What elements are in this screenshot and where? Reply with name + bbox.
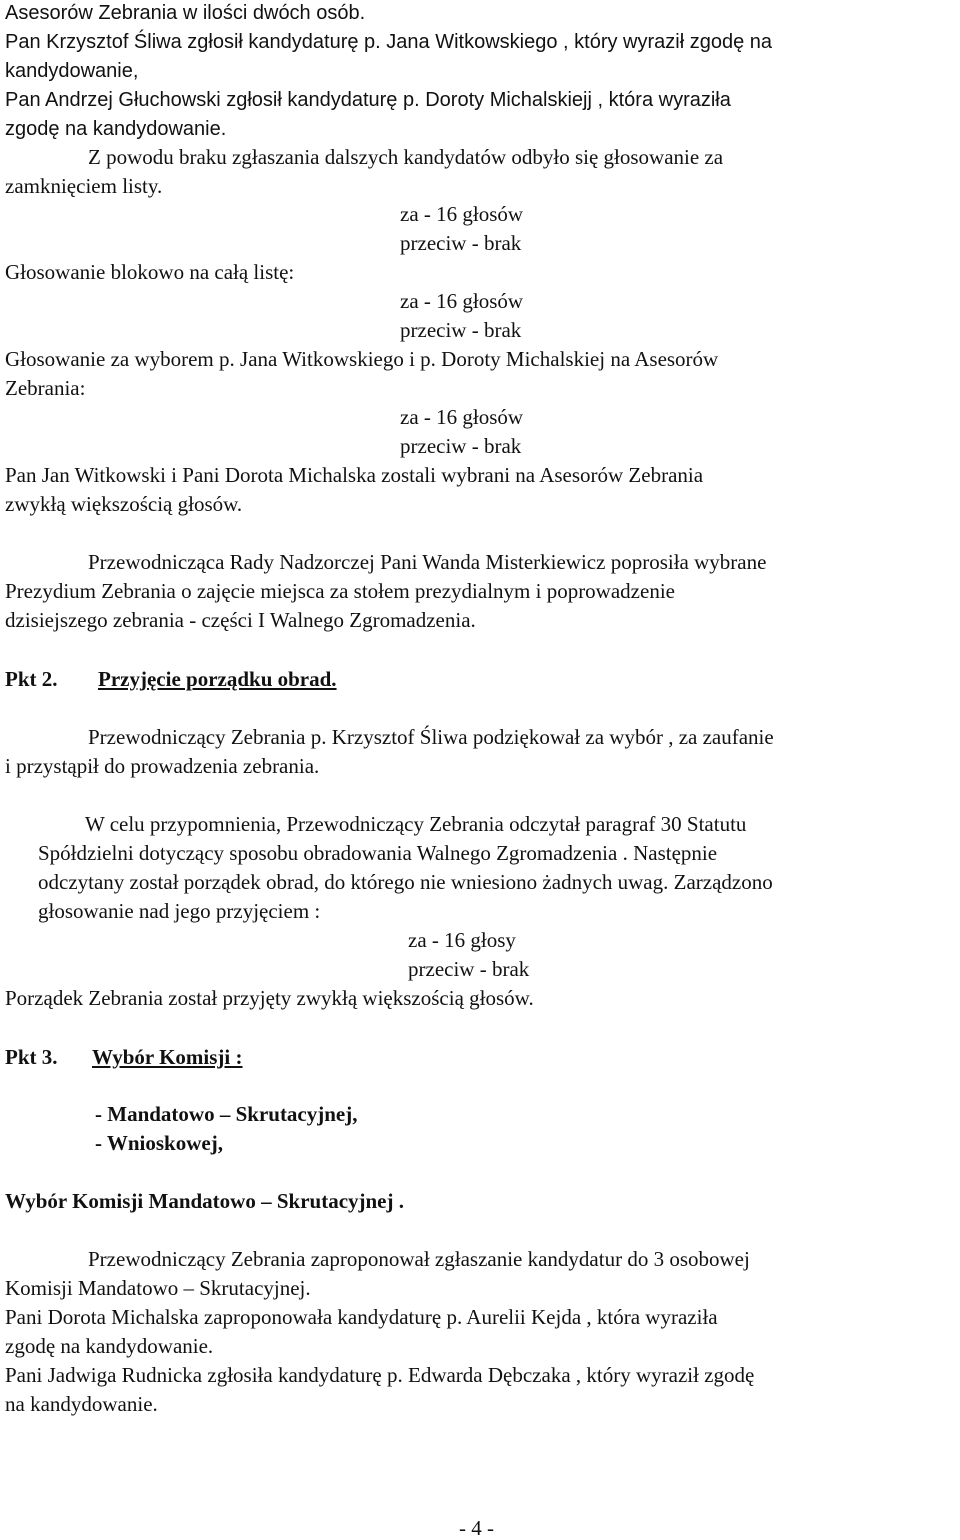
text-line: Przewodnicząca Rady Nadzorczej Pani Wanda Misterkiewicz poprosiła wybrane	[88, 550, 767, 574]
text-line: Głosowanie za wyborem p. Jana Witkowskiego i p. Doroty Michalskiej na Asesorów	[5, 347, 719, 371]
text-line: dzisiejszego zebrania - części I Walnego Zgromadzenia.	[5, 608, 476, 632]
text-line: Komisji Mandatowo – Skrutacyjnej.	[5, 1276, 311, 1300]
vote-against: przeciw - brak	[400, 231, 522, 255]
vote-for: za - 16 głosów	[400, 289, 524, 313]
vote-against: przeciw - brak	[408, 957, 530, 981]
text-line: na kandydowanie.	[5, 1392, 158, 1416]
text-line: Pani Jadwiga Rudnicka zgłosiła kandydaturę p. Edwarda Dębczaka , który wyraził zgodę	[5, 1363, 755, 1387]
text-line: Z powodu braku zgłaszania dalszych kandydatów odbyło się głosowanie za	[88, 145, 724, 169]
text-line: Porządek Zebrania został przyjęty zwykłą większością głosów.	[5, 986, 534, 1010]
vote-against: przeciw - brak	[400, 318, 522, 342]
block-vote-label: Głosowanie blokowo na całą listę:	[5, 260, 295, 284]
text-line: Prezydium Zebrania o zajęcie miejsca za stołem prezydialnym i poprowadzenie	[5, 579, 675, 603]
text-line: i przystąpił do prowadzenia zebrania.	[5, 754, 320, 778]
text-line: zwykłą większością głosów.	[5, 492, 243, 516]
section-title: Wybór Komisji :	[92, 1045, 243, 1069]
text-line: Przewodniczący Zebrania zaproponował zgłaszanie kandydatur do 3 osobowej	[88, 1247, 750, 1271]
text-line: Asesorów Zebrania w ilości dwóch osób.	[5, 2, 366, 24]
list-item: - Wnioskowej,	[95, 1131, 223, 1155]
text-line: zamknięciem listy.	[5, 174, 163, 198]
text-line: Pani Dorota Michalska zaproponowała kandydaturę p. Aurelii Kejda , która wyraziła	[5, 1305, 718, 1329]
vote-against: przeciw - brak	[400, 434, 522, 458]
vote-for: za - 16 głosów	[400, 202, 524, 226]
text-line: odczytany został porządek obrad, do którego nie wniesiono żadnych uwag. Zarządzono	[38, 870, 773, 894]
text-line: Spółdzielni dotyczący sposobu obradowania Walnego Zgromadzenia . Następnie	[38, 841, 718, 865]
list-item: - Mandatowo – Skrutacyjnej,	[95, 1102, 358, 1126]
text-line: zgodę na kandydowanie.	[5, 1334, 214, 1358]
text-line: zgodę na kandydowanie.	[5, 118, 227, 140]
text-line: Pan Andrzej Głuchowski zgłosił kandydaturę p. Doroty Michalskiejj , która wyraziła	[5, 89, 731, 111]
page-number: - 4 -	[459, 1516, 494, 1540]
section-number: Pkt 2.	[5, 667, 58, 691]
text-line: W celu przypomnienia, Przewodniczący Zebrania odczytał paragraf 30 Statutu	[85, 812, 747, 836]
vote-for: za - 16 głosów	[400, 405, 524, 429]
vote-for: za - 16 głosy	[408, 928, 516, 952]
section-title: Przyjęcie porządku obrad.	[98, 667, 337, 691]
text-line: głosowanie nad jego przyjęciem :	[38, 899, 321, 923]
text-line: Przewodniczący Zebrania p. Krzysztof Śliwa podziękował za wybór , za zaufanie	[88, 725, 774, 749]
subsection-heading: Wybór Komisji Mandatowo – Skrutacyjnej .	[5, 1189, 404, 1213]
text-line: kandydowanie,	[5, 60, 139, 82]
text-line: Zebrania:	[5, 376, 86, 400]
section-number: Pkt 3.	[5, 1045, 58, 1069]
text-line: Pan Krzysztof Śliwa zgłosił kandydaturę p. Jana Witkowskiego , który wyraził zgodę na	[5, 31, 773, 53]
text-line: Pan Jan Witkowski i Pani Dorota Michalska zostali wybrani na Asesorów Zebrania	[5, 463, 704, 487]
